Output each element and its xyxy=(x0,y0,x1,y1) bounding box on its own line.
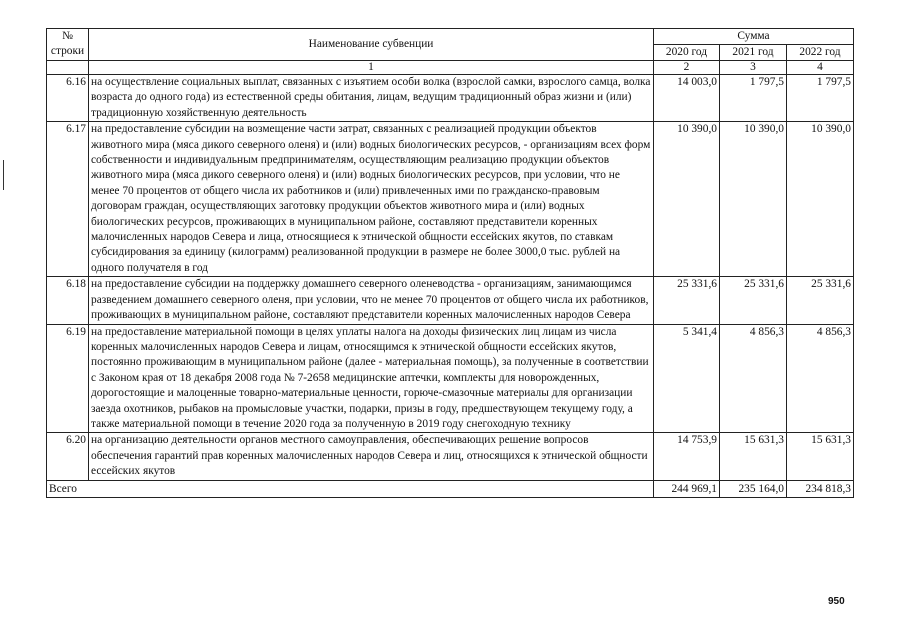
row-value-2022: 25 331,6 xyxy=(787,277,854,324)
header-row-label: строки xyxy=(50,45,85,57)
index-cell-empty xyxy=(47,61,89,75)
row-description: на предоставление субсидии на поддержку домашнего северного оленеводства - организациям, занимающимся разведением домашнего северного оленя, при условии, что не менее 70 процентов от общего числа их работников, проживающих в муниципальном районе, составляют представители коренных малочисленных народов Севера xyxy=(89,277,654,324)
row-number: 6.17 xyxy=(47,122,89,277)
row-description: на организацию деятельности органов местного самоуправления, обеспечивающих решение вопросов обеспечения гарантий прав коренных малочисленных народов Севера и лиц, относящихся к этнической общности ессейских якутов xyxy=(89,433,654,480)
total-value-2022: 234 818,3 xyxy=(787,480,854,497)
row-value-2020: 5 341,4 xyxy=(654,324,720,433)
row-value-2022: 1 797,5 xyxy=(787,75,854,122)
row-value-2022: 10 390,0 xyxy=(787,122,854,277)
header-year-2021: 2021 год xyxy=(720,45,787,61)
total-value-2020: 244 969,1 xyxy=(654,480,720,497)
row-value-2020: 14 753,9 xyxy=(654,433,720,480)
margin-mark xyxy=(3,160,4,190)
row-value-2021: 4 856,3 xyxy=(720,324,787,433)
row-value-2020: 25 331,6 xyxy=(654,277,720,324)
row-value-2020: 14 003,0 xyxy=(654,75,720,122)
header-row-top xyxy=(47,29,854,45)
row-value-2021: 15 631,3 xyxy=(720,433,787,480)
total-value-2021: 235 164,0 xyxy=(720,480,787,497)
header-sum: Сумма xyxy=(654,29,854,45)
row-description: на предоставление материальной помощи в целях уплаты налога на доходы физических лиц лицам из числа коренных малочисленных народов Севера и лицам, относящимся к этнической общности ессейских якутов, постоянно проживающим в муниципальном районе (далее - материальная помощь), за полученные в соответствии с Законом края от 18 декабря 2008 года № 7-2658 медицинские аптечки, комплекты для новорожденных, дорогостоящие и малоценные товарно-материальные ценности, горюче-смазочные материалы для организации заезда охотников, рыбаков на промысловые участки, подарки, призы в году, предшествующем текущему году, а также материальной помощи в течение 2020 года за полученную в 2019 году снегоходную технику xyxy=(89,324,654,433)
table-row xyxy=(47,324,854,433)
index-cell-2: 2 xyxy=(654,61,720,75)
table-row xyxy=(47,75,854,122)
index-row xyxy=(47,61,854,75)
subvention-table xyxy=(46,28,854,498)
row-number: 6.18 xyxy=(47,277,89,324)
row-number: 6.20 xyxy=(47,433,89,480)
header-no-label: № xyxy=(62,30,73,42)
header-year-2020: 2020 год xyxy=(654,45,720,61)
index-cell-1: 1 xyxy=(89,61,654,75)
row-value-2020: 10 390,0 xyxy=(654,122,720,277)
total-label: Всего xyxy=(47,480,654,497)
index-cell-4: 4 xyxy=(787,61,854,75)
header-row-number xyxy=(47,29,89,61)
header-name: Наименование субвенции xyxy=(89,29,654,61)
table-row xyxy=(47,122,854,277)
row-value-2022: 15 631,3 xyxy=(787,433,854,480)
total-row xyxy=(47,480,854,497)
row-number: 6.19 xyxy=(47,324,89,433)
page-number: 950 xyxy=(828,596,845,607)
row-number: 6.16 xyxy=(47,75,89,122)
index-cell-3: 3 xyxy=(720,61,787,75)
row-value-2021: 25 331,6 xyxy=(720,277,787,324)
table-row xyxy=(47,277,854,324)
header-year-2022: 2022 год xyxy=(787,45,854,61)
row-value-2022: 4 856,3 xyxy=(787,324,854,433)
table-row xyxy=(47,433,854,480)
row-description: на предоставление субсидии на возмещение части затрат, связанных с реализацией продукции объектов животного мира (мяса дикого северного оленя) и (или) водных биологических ресурсов, - организациям всех форм собственности и индивидуальным предпринимателям, осуществляющим реализацию продукции объектов животного мира (мяса дикого северного оленя) и (или) водных биологических ресурсов, при условии, что не менее 70 процентов от общего числа их работников и (или) привлеченных ими по гражданско-правовым договорам граждан, осуществляющих заготовку продукции объектов животного мира и (или) водных биологических ресурсов, проживающих в муниципальном районе, составляют представители коренных малочисленных народов Севера и лица, относящиеся к этнической общности ессейских якутов, по ставкам субсидирования за единицу (килограмм) реализованной продукции в размере не более 3000,0 тыс. рублей на одного получателя в год xyxy=(89,122,654,277)
row-value-2021: 10 390,0 xyxy=(720,122,787,277)
row-description: на осуществление социальных выплат, связанных с изъятием особи волка (взрослой самки, взрослого самца, волка возраста до одного года) из естественной среды обитания, лицам, ведущим традиционный образ жизни и (или) традиционную хозяйственную деятельность xyxy=(89,75,654,122)
row-value-2021: 1 797,5 xyxy=(720,75,787,122)
